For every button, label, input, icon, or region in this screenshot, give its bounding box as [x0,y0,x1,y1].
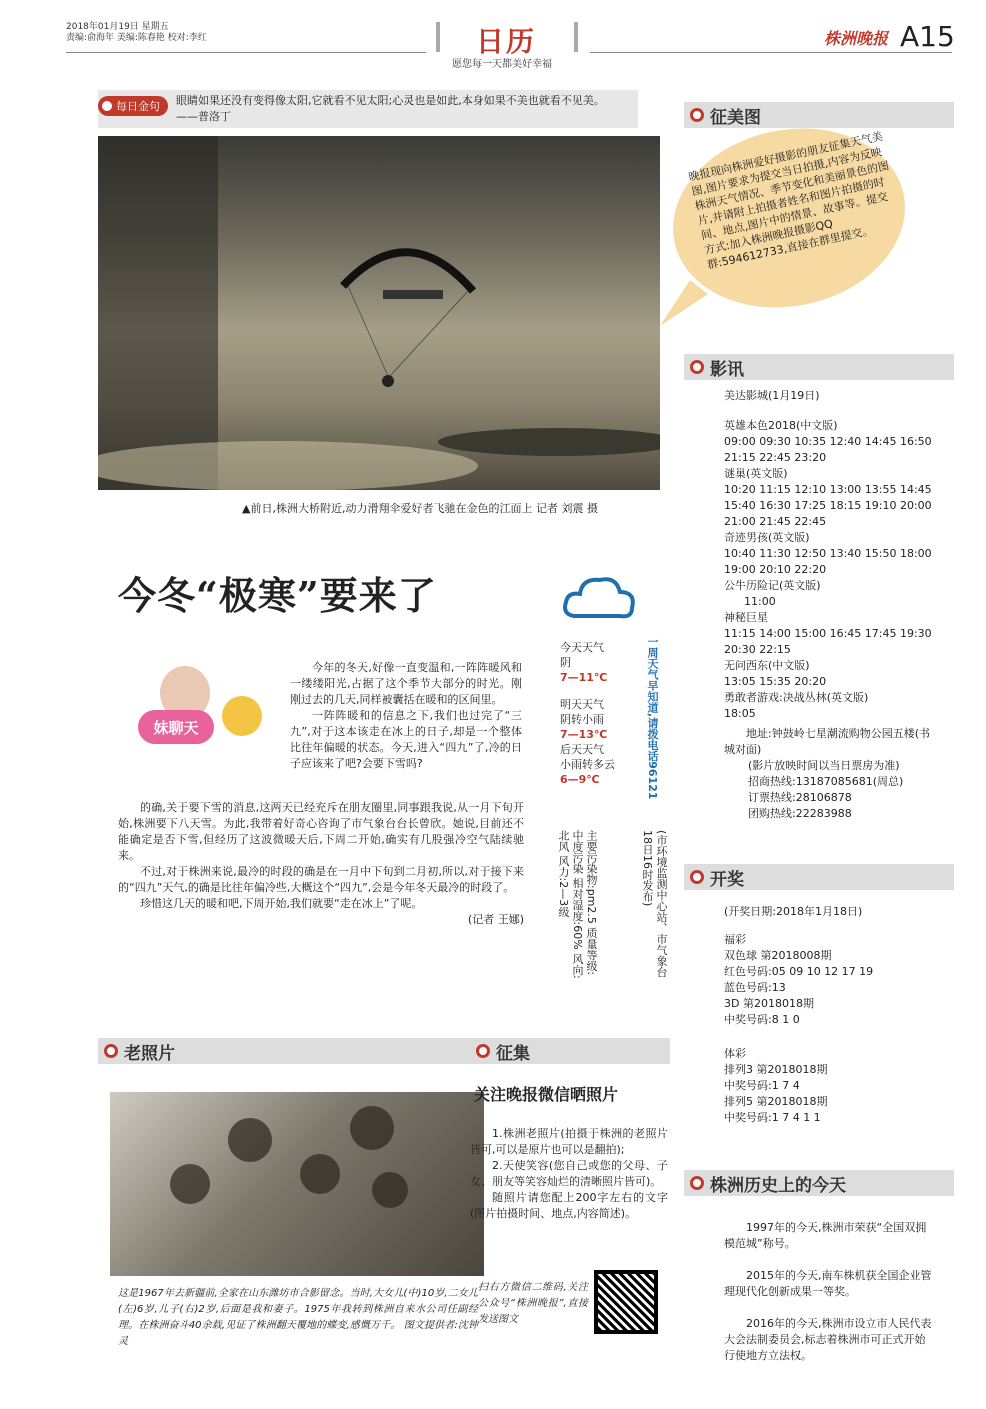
lottery-red: 红色号码:05 09 10 12 17 19 [724,965,874,978]
zhengji-items [470,1126,668,1222]
page-subtitle: 愿您每一天都美好幸福 [452,59,552,70]
cinema-address: 地址:钟鼓岭七星潮流购物公园五楼(书城对面) [724,727,930,756]
film-name: 谜巢(英文版) [724,467,788,480]
lottery-p5-win: 中奖号码:1 7 4 1 1 [724,1111,821,1124]
section-old-photo-title: 老照片 [124,1043,175,1064]
weather-air-quality: 主要污染物:pm2.5 质量等级:中度污染 相对湿度:60% 风向:北风 风力:2—3级 [557,830,598,979]
film-name: 英雄本色2018(中文版) [724,419,838,432]
header-bar-right [574,22,578,52]
film-name: 无问西东(中文版) [724,659,810,672]
cinema-note: (影片放映时间以当日票房为准) [748,759,900,772]
weather-hotline: 一周天气早知道,请拨电话96121 [646,636,659,800]
cinema-films [724,418,934,722]
section-history-title: 株洲历史上的今天 [710,1175,846,1196]
weather-source: (市环境监测中心站、市气象台18日16时发布) [641,830,668,978]
article-intro [290,660,522,772]
weather-tomorrow-cond: 阴转小雨 [560,713,604,726]
cinema-hotline-1: 招商热线:13187085681(周总) [748,775,904,788]
weather-tomorrow-label: 明天天气 [560,698,604,711]
old-photo-caption: 这是1967年去新疆前,全家在山东潍坊市合影留念。当时,大女儿(中)10岁,二女儿(左)6岁,儿子(右)2岁,后面是我和妻子。1975年我转到株洲自来水公司任副经理。在株洲奋斗40余载,见证了株洲翻天覆地的蝶变,感慨万千。 图文提供者:沈钟灵 [118,1288,478,1347]
weather-forecast [560,640,628,787]
page-number: A15 [900,20,955,53]
family-photo-icon [110,1092,484,1276]
bullet-icon [690,1176,704,1190]
history-events [724,1220,936,1364]
article-p4: 不过,对于株洲来说,最冷的时段的确是在一月中下旬到二月初,所以,对于接下来的“四九”天气,的确是比往年偏冷些,大概这个“四九”,会是今年冬天最冷的时段了。 [118,865,524,894]
lottery-ssq: 双色球 第2018008期 [724,949,832,962]
weather-today-cond: 阴 [560,656,571,669]
bubble-tail-icon [650,270,710,330]
article-p5: 珍惜这几天的暖和吧,下周开始,我们就要“走在冰上”了呢。 [140,897,423,910]
section-zhengmeitu-title: 征美图 [710,107,761,128]
section-lottery-title: 开奖 [710,869,744,890]
cinema-info [724,726,936,822]
paraglider-photo-icon [98,136,660,490]
film-times: 10:40 11:30 12:50 13:40 15:50 18:00 19:00 20:10 22:20 [724,547,932,576]
header-bar-left [436,22,440,52]
zhengji-item-2: 2.天使笑容(您自己或您的父母、子女、朋友等笑容灿烂的清晰照片皆可)。 [470,1159,668,1188]
film-name: 神秘巨星 [724,611,768,624]
zhengmeitu-text: 晚报现向株洲爱好摄影的朋友征集天气美图,图片要求为提交当日拍摄,内容为反映株洲天气情况、季节变化和美丽景色的图片,并请附上拍摄者姓名和图片拍摄的时间、地点,图片中的情景、故事等。提交方式:加入株洲晚报摄影QQ群:594612733,直接在群里提交。 [687,129,891,272]
cloud-icon [560,568,638,628]
zhengji-item-3: 随照片请您配上200字左右的文字(图片拍摄时间、地点,内容简述)。 [470,1191,668,1220]
wechat-qr-icon [594,1270,658,1334]
header-rule-right [590,52,952,53]
film-name: 奇迹男孩(英文版) [724,531,810,544]
weather-after-temp: 6—9℃ [560,773,600,786]
header-date: 2018年01月19日 星期五 [66,22,169,32]
bullet-icon [102,101,112,111]
lottery-fucai: 福彩 [724,933,746,946]
lottery-ticai: 体彩 [724,1047,746,1060]
section-lottery [684,864,954,890]
weather-after-cond: 小雨转多云 [560,758,615,771]
lottery-3d-win: 中奖号码:8 1 0 [724,1013,800,1026]
film-name: 勇敢者游戏:决战丛林(英文版) [724,691,869,704]
section-cinema-title: 影讯 [710,359,744,380]
lottery-3d: 3D 第2018018期 [724,997,814,1010]
section-cinema [684,354,954,380]
article-p3: 的确,关于要下雪的消息,这两天已经充斥在朋友圈里,同事跟我说,从一月下旬开始,株洲要下八天雪。为此,我带着好奇心咨询了市气象台台长曾欣。她说,目前还不能确定是否下雪,但经历了这波微暖天后,下周二开始,确实有几股强冷空气陆续驰来。 [118,801,524,862]
bullet-icon [690,108,704,122]
film-times: 13:05 15:35 20:20 [724,675,827,688]
article-byline: (记者 王娜) [467,913,524,926]
quote-badge: 每日金句 [98,96,168,116]
film-times: 10:20 11:15 12:10 13:00 13:55 14:45 15:40 16:30 17:25 18:15 19:10 20:00 21:00 21:45 22:45 [724,483,932,528]
article-p2-start: 一阵阵暖和的信息之下,我们也过完了“三九”,对于这本该走在冰上的日子,却是一个整体比往年偏暖的状态。今天,进入“四九”了,冷的日子应该来了吧?会要下雪吗? [290,709,522,770]
article-body [118,800,524,928]
main-photo [98,136,660,490]
lottery-date: (开奖日期:2018年1月18日) [724,905,863,918]
header-meta [66,22,207,44]
lottery-blue: 蓝色号码:13 [724,981,786,994]
sun-icon [222,696,262,736]
article-headline: 今冬“极寒”要来了 [118,573,437,618]
lottery-p3-win: 中奖号码:1 7 4 [724,1079,800,1092]
header-editors: 责编:俞海年 美编:陈春艳 校对:李红 [66,33,207,43]
weather-after-label: 后天天气 [560,743,604,756]
lottery-results [724,904,936,1126]
film-times: 09:00 09:30 10:35 12:40 14:45 16:50 21:15 22:45 23:20 [724,435,932,464]
film-times: 11:00 [744,595,776,608]
section-history [684,1170,954,1196]
section-zhengmeitu [684,102,954,128]
qr-instruction: 扫右方微信二维码,关注公众号“株洲晚报”,直接发送图文 [478,1282,588,1325]
bullet-icon [104,1044,118,1058]
section-zhengji-title: 征集 [496,1043,530,1064]
main-photo-caption: ▲前日,株洲大桥附近,动力滑翔伞爱好者飞驰在金色的江面上 记者 刘震 摄 [242,502,598,515]
lottery-p5: 排列5 第2018018期 [724,1095,828,1108]
section-old-photo [98,1038,498,1064]
old-family-photo [110,1092,484,1276]
bullet-icon [476,1044,490,1058]
lottery-p3: 排列3 第2018018期 [724,1063,828,1076]
page-title: 日历 [476,25,537,58]
zhengji-headline: 关注晚报微信晒照片 [474,1085,619,1104]
film-times: 18:05 [724,707,756,720]
header-rule-left [66,52,426,53]
weather-tomorrow-temp: 7—13℃ [560,728,608,741]
section-zhengji [470,1038,670,1064]
cinema-hotline-3: 团购热线:22283988 [748,807,852,820]
bullet-icon [690,870,704,884]
history-event-2: 2015年的今天,南车株机获全国企业管理现代化创新成果一等奖。 [724,1269,932,1298]
bullet-icon [690,360,704,374]
weather-today-temp: 7—11℃ [560,671,608,684]
cinema-hotline-2: 订票热线:28106878 [748,791,852,804]
column-label: 妹聊天 [138,710,214,744]
film-times: 11:15 14:00 15:00 16:45 17:45 19:30 20:30 22:15 [724,627,932,656]
quote-text: 眼睛如果还没有变得像太阳,它就看不见太阳;心灵也是如此,本身如果不美也就看不见美。 ——普洛丁 [176,94,605,123]
article-p1: 今年的冬天,好像一直变温和,一阵阵暖风和一缕缕阳光,占据了这个季节大部分的时光。刚刚过去的几天,同样被囊括在暖和的区间里。 [290,661,522,706]
newspaper-logo: 株洲晚报 [824,29,889,48]
film-name: 公牛历险记(英文版) [724,579,821,592]
column-badge [132,666,272,766]
zhengji-item-1: 1.株洲老照片(拍摄于株洲的老照片皆可,可以是原片也可以是翻拍); [470,1127,668,1156]
weather-today-label: 今天天气 [560,641,604,654]
cinema-venue: 美达影城(1月19日) [724,389,820,402]
history-event-1: 1997年的今天,株洲市荣获“全国双拥模范城”称号。 [724,1221,927,1250]
history-event-3: 2016年的今天,株洲市设立市人民代表大会法制委员会,标志着株洲市可正式开始行使地方立法权。 [724,1317,932,1362]
